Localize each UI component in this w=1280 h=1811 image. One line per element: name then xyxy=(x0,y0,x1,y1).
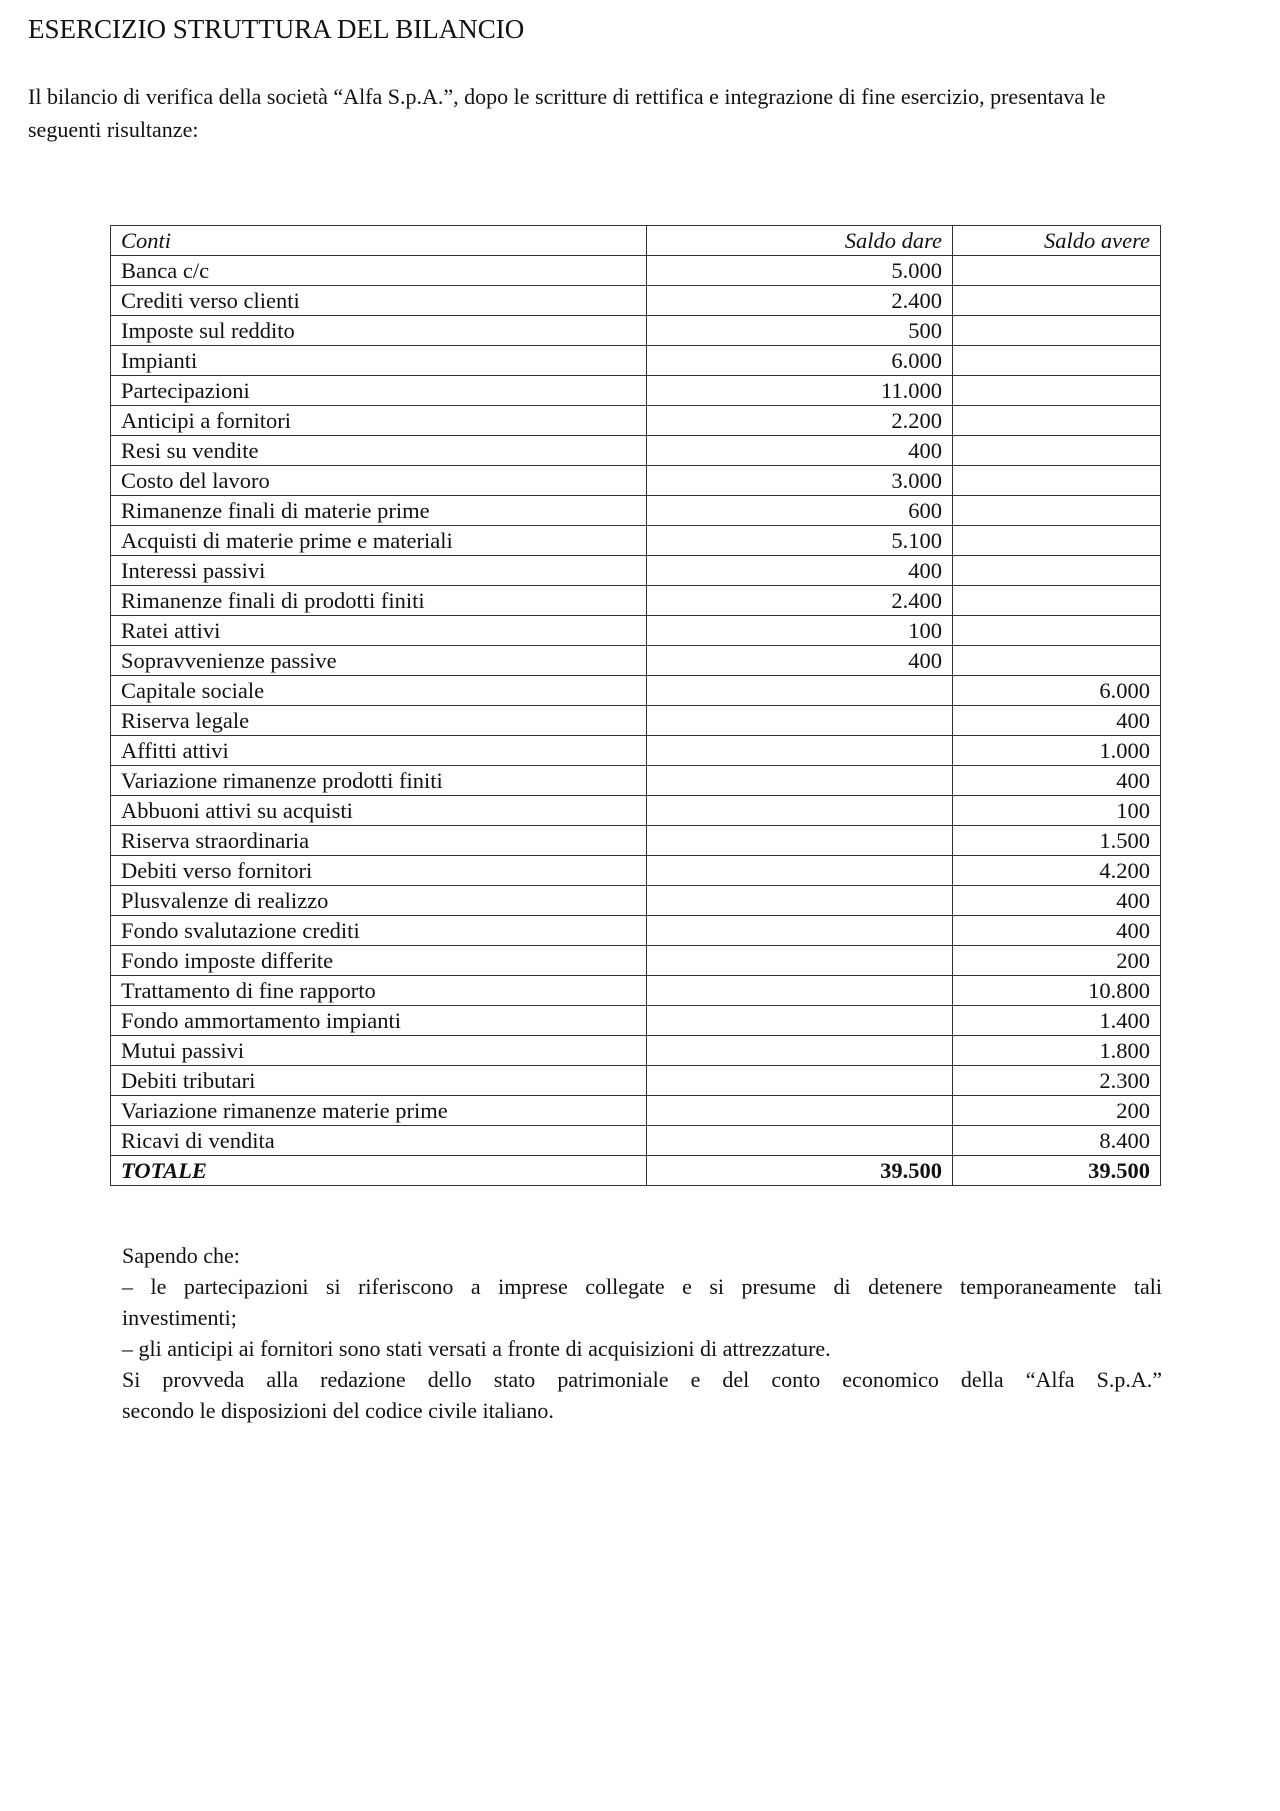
account-name: Acquisti di materie prime e materiali xyxy=(111,526,647,556)
account-name: Imposte sul reddito xyxy=(111,316,647,346)
credit-balance: 100 xyxy=(953,796,1161,826)
credit-balance: 1.000 xyxy=(953,736,1161,766)
account-name: Capitale sociale xyxy=(111,676,647,706)
credit-balance: 1.500 xyxy=(953,826,1161,856)
table-row xyxy=(111,916,1161,946)
credit-balance: 400 xyxy=(953,706,1161,736)
table-row xyxy=(111,616,1161,646)
table-row xyxy=(111,676,1161,706)
account-name: Anticipi a fornitori xyxy=(111,406,647,436)
credit-balance xyxy=(953,256,1161,286)
task-text: Si provveda alla redazione dello stato patrimoniale e del conto economico della “Alfa S.p.A.” xyxy=(122,1367,1162,1392)
debit-balance xyxy=(647,706,953,736)
credit-balance xyxy=(953,316,1161,346)
credit-balance xyxy=(953,556,1161,586)
table-row xyxy=(111,1006,1161,1036)
table-row xyxy=(111,556,1161,586)
table-row xyxy=(111,766,1161,796)
debit-balance xyxy=(647,796,953,826)
credit-balance: 8.400 xyxy=(953,1126,1161,1156)
account-name: Rimanenze finali di materie prime xyxy=(111,496,647,526)
debit-balance xyxy=(647,766,953,796)
account-name: Resi su vendite xyxy=(111,436,647,466)
account-name: Impianti xyxy=(111,346,647,376)
intro-paragraph: Il bilancio di verifica della società “Alfa S.p.A.”, dopo le scritture di rettifica e integrazione di fine esercizio, presentava le seguenti risultanze: xyxy=(28,84,1106,142)
debit-balance xyxy=(647,1036,953,1066)
credit-balance xyxy=(953,466,1161,496)
account-name: Variazione rimanenze materie prime xyxy=(111,1096,647,1126)
notes-section xyxy=(122,1240,1162,1426)
table-row xyxy=(111,886,1161,916)
credit-balance: 1.400 xyxy=(953,1006,1161,1036)
account-name: Plusvalenze di realizzo xyxy=(111,886,647,916)
credit-balance xyxy=(953,496,1161,526)
credit-balance: 400 xyxy=(953,916,1161,946)
credit-balance xyxy=(953,286,1161,316)
account-name: Interessi passivi xyxy=(111,556,647,586)
header-saldo-avere: Saldo avere xyxy=(953,226,1161,256)
table-row xyxy=(111,256,1161,286)
credit-balance: 400 xyxy=(953,886,1161,916)
total-avere: 39.500 xyxy=(953,1156,1161,1186)
debit-balance xyxy=(647,736,953,766)
debit-balance: 6.000 xyxy=(647,346,953,376)
account-name: Riserva straordinaria xyxy=(111,826,647,856)
debit-balance: 3.000 xyxy=(647,466,953,496)
debit-balance: 5.000 xyxy=(647,256,953,286)
header-saldo-dare: Saldo dare xyxy=(647,226,953,256)
table-row xyxy=(111,376,1161,406)
table-row xyxy=(111,406,1161,436)
debit-balance: 100 xyxy=(647,616,953,646)
note-item-2: – gli anticipi ai fornitori sono stati versati a fronte di acquisizioni di attrezzature. xyxy=(122,1336,831,1361)
account-name: Abbuoni attivi su acquisti xyxy=(111,796,647,826)
account-name: Mutui passivi xyxy=(111,1036,647,1066)
credit-balance: 400 xyxy=(953,766,1161,796)
credit-balance xyxy=(953,406,1161,436)
credit-balance xyxy=(953,376,1161,406)
table-row xyxy=(111,496,1161,526)
credit-balance: 200 xyxy=(953,1096,1161,1126)
credit-balance xyxy=(953,616,1161,646)
header-conti: Conti xyxy=(111,226,647,256)
account-name: Fondo imposte differite xyxy=(111,946,647,976)
account-name: Costo del lavoro xyxy=(111,466,647,496)
account-name: Trattamento di fine rapporto xyxy=(111,976,647,1006)
table-row xyxy=(111,1066,1161,1096)
credit-balance xyxy=(953,346,1161,376)
credit-balance: 200 xyxy=(953,946,1161,976)
debit-balance: 500 xyxy=(647,316,953,346)
account-name: Debiti verso fornitori xyxy=(111,856,647,886)
debit-balance xyxy=(647,946,953,976)
debit-balance: 2.400 xyxy=(647,586,953,616)
debit-balance: 400 xyxy=(647,436,953,466)
debit-balance: 600 xyxy=(647,496,953,526)
debit-balance xyxy=(647,826,953,856)
debit-balance xyxy=(647,1066,953,1096)
debit-balance xyxy=(647,1096,953,1126)
table-row xyxy=(111,1036,1161,1066)
table-row xyxy=(111,706,1161,736)
debit-balance: 2.400 xyxy=(647,286,953,316)
debit-balance xyxy=(647,886,953,916)
debit-balance xyxy=(647,1006,953,1036)
account-name: Sopravvenienze passive xyxy=(111,646,647,676)
table-row xyxy=(111,316,1161,346)
table-row xyxy=(111,1096,1161,1126)
credit-balance: 10.800 xyxy=(953,976,1161,1006)
debit-balance: 400 xyxy=(647,646,953,676)
task-text-continued: secondo le disposizioni del codice civile italiano. xyxy=(122,1398,554,1423)
debit-balance xyxy=(647,1126,953,1156)
page-title: ESERCIZIO STRUTTURA DEL BILANCIO xyxy=(28,14,525,44)
debit-balance: 400 xyxy=(647,556,953,586)
table-row xyxy=(111,466,1161,496)
account-name: Affitti attivi xyxy=(111,736,647,766)
account-name: Debiti tributari xyxy=(111,1066,647,1096)
table-row xyxy=(111,646,1161,676)
credit-balance xyxy=(953,436,1161,466)
account-name: Banca c/c xyxy=(111,256,647,286)
debit-balance: 5.100 xyxy=(647,526,953,556)
table-row xyxy=(111,286,1161,316)
credit-balance xyxy=(953,526,1161,556)
debit-balance xyxy=(647,676,953,706)
table-row xyxy=(111,796,1161,826)
table-row xyxy=(111,826,1161,856)
debit-balance xyxy=(647,976,953,1006)
account-name: Rimanenze finali di prodotti finiti xyxy=(111,586,647,616)
table-body xyxy=(111,256,1161,1156)
account-name: Ratei attivi xyxy=(111,616,647,646)
account-name: Fondo svalutazione crediti xyxy=(111,916,647,946)
table-row xyxy=(111,736,1161,766)
account-name: Crediti verso clienti xyxy=(111,286,647,316)
table-row xyxy=(111,976,1161,1006)
debit-balance xyxy=(647,916,953,946)
total-row xyxy=(111,1156,1161,1186)
table-header-row xyxy=(111,226,1161,256)
notes-lead: Sapendo che: xyxy=(122,1243,240,1268)
table-row xyxy=(111,346,1161,376)
debit-balance: 2.200 xyxy=(647,406,953,436)
note-item-1: – le partecipazioni si riferiscono a imprese collegate e si presume di detenere temporaneamente tali xyxy=(122,1274,1162,1299)
table-row xyxy=(111,946,1161,976)
credit-balance: 4.200 xyxy=(953,856,1161,886)
table-row xyxy=(111,526,1161,556)
account-name: Variazione rimanenze prodotti finiti xyxy=(111,766,647,796)
debit-balance xyxy=(647,856,953,886)
trial-balance-table xyxy=(110,225,1161,1186)
note-item-1-continued: investimenti; xyxy=(122,1305,237,1330)
account-name: Fondo ammortamento impianti xyxy=(111,1006,647,1036)
total-dare: 39.500 xyxy=(647,1156,953,1186)
table-row xyxy=(111,586,1161,616)
total-label: TOTALE xyxy=(111,1156,647,1186)
account-name: Partecipazioni xyxy=(111,376,647,406)
table-row xyxy=(111,856,1161,886)
credit-balance: 6.000 xyxy=(953,676,1161,706)
table-row xyxy=(111,1126,1161,1156)
account-name: Riserva legale xyxy=(111,706,647,736)
credit-balance: 1.800 xyxy=(953,1036,1161,1066)
table-row xyxy=(111,436,1161,466)
credit-balance: 2.300 xyxy=(953,1066,1161,1096)
credit-balance xyxy=(953,646,1161,676)
credit-balance xyxy=(953,586,1161,616)
debit-balance: 11.000 xyxy=(647,376,953,406)
account-name: Ricavi di vendita xyxy=(111,1126,647,1156)
